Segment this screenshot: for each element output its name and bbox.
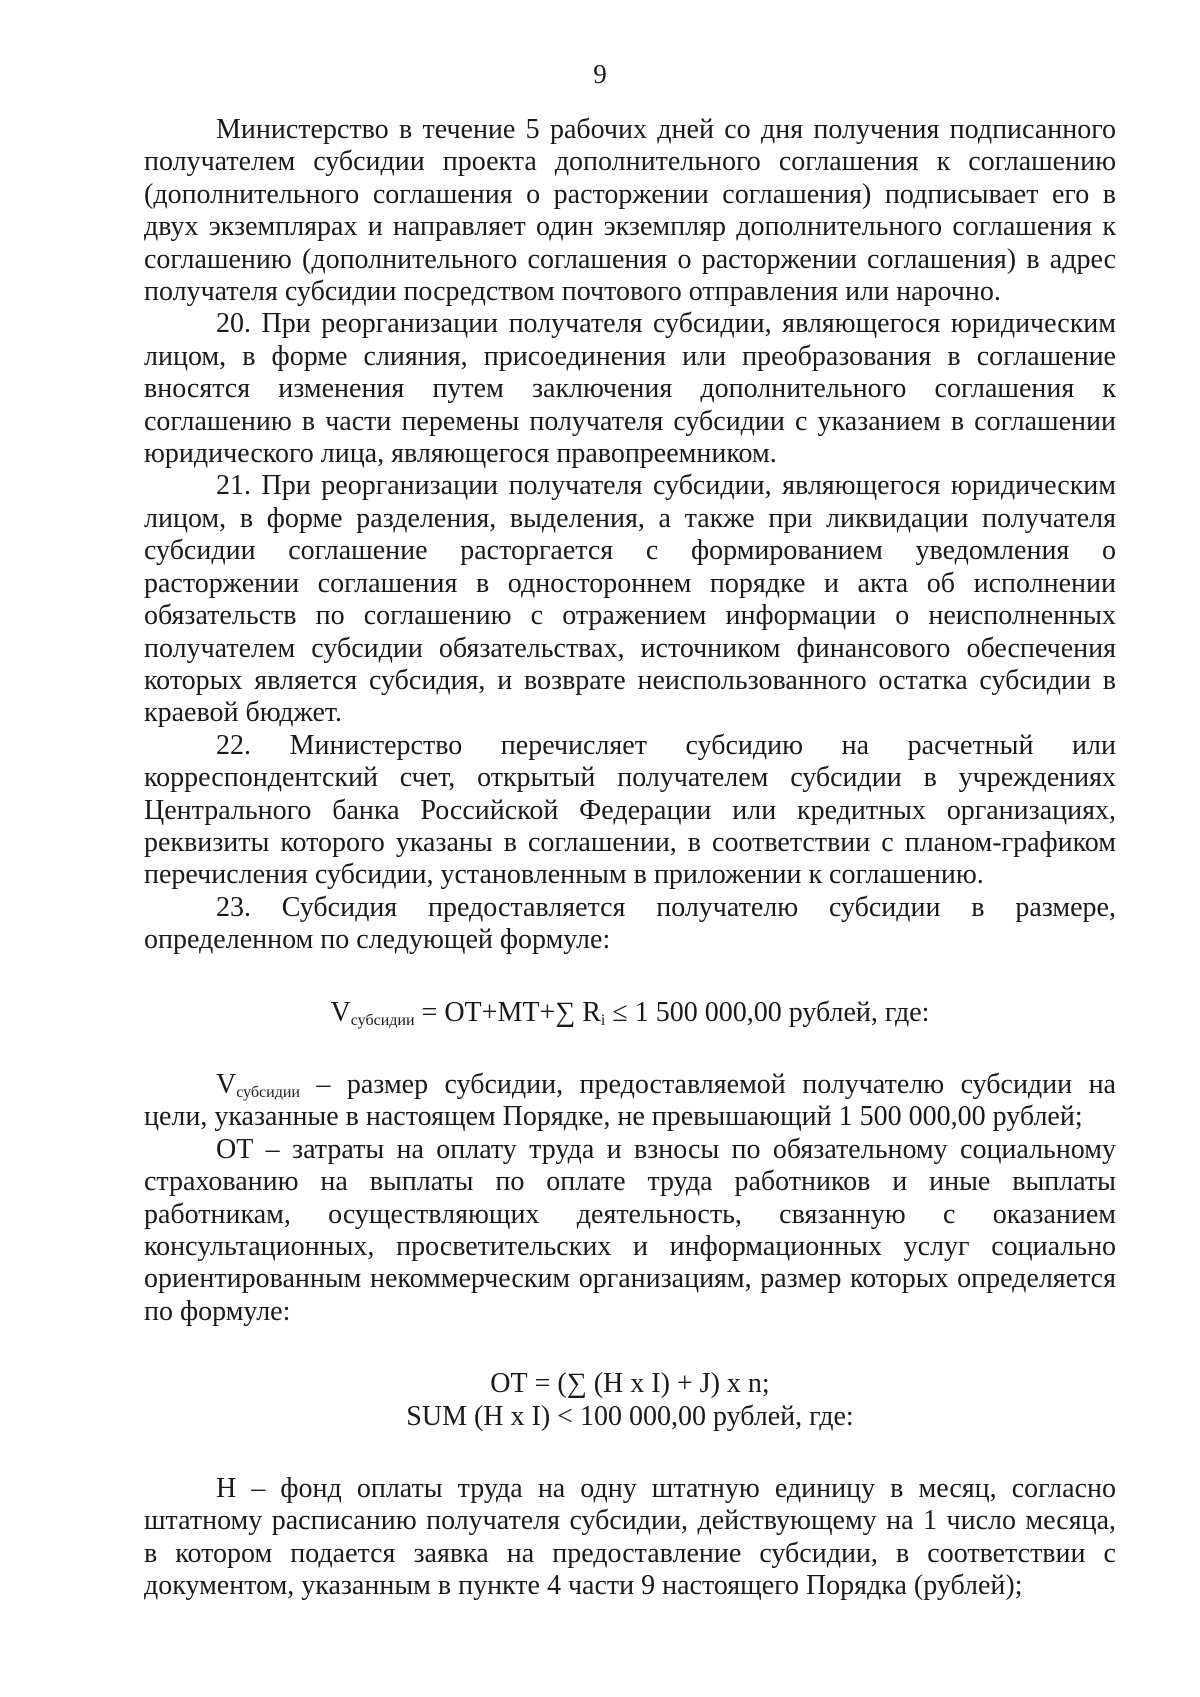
formula-expression-a: = ОТ+МТ+∑ R	[414, 996, 601, 1028]
h-definition: Н – фонд оплаты труда на одну штатную единицу в месяц, согласно штатному расписанию получателя субсидии, действующему на 1 число месяца, в котором подается заявка на предоставление субсидии, в соответствии с документом, указанным в пункте 4 части 9 настоящего Порядка (рублей);	[144, 1473, 1116, 1602]
paragraph-19-continuation: Министерство в течение 5 рабочих дней со дня получения подписанного получателем субсидии проекта дополнительного соглашения к соглашению (дополнительного соглашения о расторжении соглашения) подписывает его в двух экземплярах и направляет один экземпляр дополнительного соглашения к соглашению (дополнительного соглашения о расторжении соглашения) в адрес получателя субсидии посредством почтового отправления или нарочно.	[144, 114, 1116, 308]
subsidy-formula	[144, 997, 1116, 1029]
formula-v-subscript: субсидии	[350, 1011, 415, 1029]
ot-formula	[144, 1368, 1116, 1433]
v-def-subscript: субсидии	[236, 1083, 300, 1101]
ot-definition: ОТ – затраты на оплату труда и взносы по обязательному социальному страхованию на выплаты по оплате труда работников и иные выплаты работникам, осуществляющих деятельность, связанную с оказанием консультационных, просветительских и информационных услуг социально ориентированным некоммерческим организациям, размер которых определяется по формуле:	[144, 1133, 1116, 1327]
paragraph-20: 20. При реорганизации получателя субсидии, являющегося юридическим лицом, в форме слияния, присоединения или преобразования в соглашение вносятся изменения путем заключения дополнительного соглашения к соглашению в части перемены получателя субсидии с указанием в соглашении юридического лица, являющегося правопреемником.	[144, 308, 1116, 470]
page-number: 9	[593, 59, 607, 89]
ot-formula-line-1: ОТ = (∑ (Н x I) + J) x n;	[490, 1368, 770, 1400]
paragraph-21: 21. При реорганизации получателя субсидии, являющегося юридическим лицом, в форме разделения, выделения, а также при ликвидации получателя субсидии соглашение расторгается с формированием уведомления о расторжении соглашения в одностороннем порядке и акта об исполнении обязательств по соглашению с отражением информации о неисполненных получателем субсидии обязательствах, источником финансового обеспечения которых является субсидия, и возврате неиспользованного остатка субсидии в краевой бюджет.	[144, 470, 1116, 729]
paragraph-23: 23. Субсидия предоставляется получателю субсидии в размере, определенном по следующей формуле:	[144, 891, 1116, 956]
v-def-symbol: V	[216, 1068, 237, 1100]
paragraph-22: 22. Министерство перечисляет субсидию на расчетный или корреспондентский счет, открытый получателем субсидии в учреждениях Центрального банка Российской Федерации или кредитных организациях, реквизиты которого указаны в соглашении, в соответствии с планом-графиком перечисления субсидии, установленным в приложении к соглашению.	[144, 729, 1116, 891]
formula-v-symbol: V	[330, 996, 351, 1028]
formula-expression-b: ≤ 1 500 000,00 рублей, где:	[605, 996, 930, 1028]
v-definition	[144, 1069, 1116, 1134]
document-body	[144, 114, 1116, 1603]
ot-formula-line-2: SUM (Н x I) < 100 000,00 рублей, где:	[406, 1400, 854, 1432]
v-def-text: – размер субсидии, предоставляемой получателю субсидии на цели, указанные в настоящем Порядке, не превышающий 1 500 000,00 рублей;	[144, 1068, 1116, 1133]
formula-r-subscript: i	[600, 1011, 606, 1029]
